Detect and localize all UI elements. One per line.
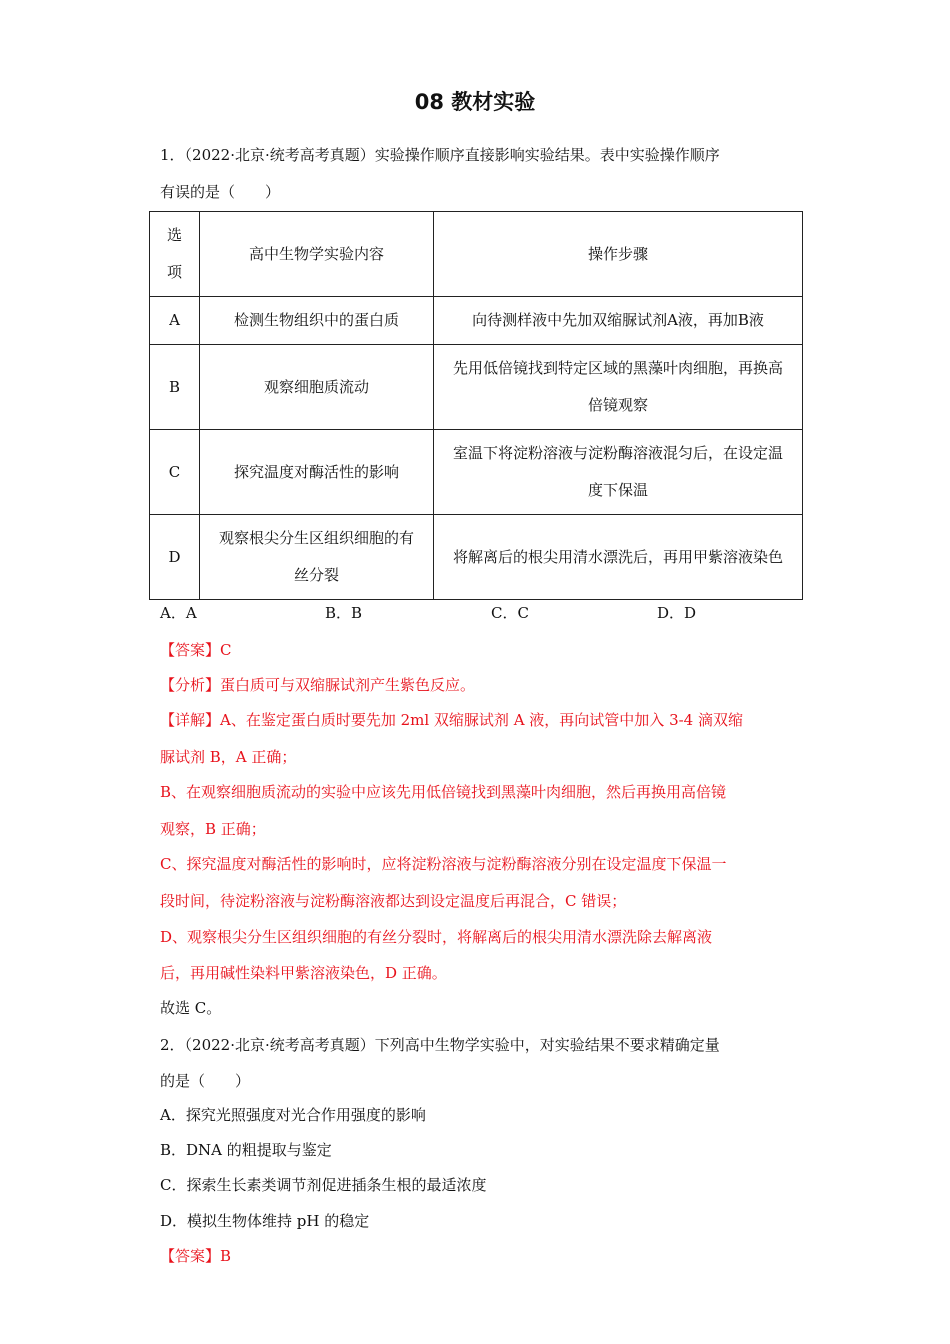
row-steps: 先用低倍镜找到特定区域的黑藻叶肉细胞，再换高倍镜观察 bbox=[434, 345, 803, 430]
row-content: 探究温度对酶活性的影响 bbox=[200, 430, 434, 515]
q2-option-a: A．探究光照强度对光合作用强度的影响 bbox=[160, 1106, 426, 1124]
header-option-line: 选 bbox=[166, 226, 182, 244]
q1-detail-line: 【详解】A、在鉴定蛋白质时要先加 2ml 双缩脲试剂 A 液，再向试管中加入 3-4 滴双缩 bbox=[160, 711, 743, 729]
row-steps: 向待测样液中先加双缩脲试剂A液，再加B液 bbox=[434, 297, 803, 345]
row-steps: 室温下将淀粉溶液与淀粉酶溶液混匀后，在设定温度下保温 bbox=[434, 430, 803, 515]
page-title: 08 教材实验 bbox=[414, 90, 536, 114]
q1-detail-line: C、探究温度对酶活性的影响时，应将淀粉溶液与淀粉酶溶液分别在设定温度下保温一 bbox=[160, 855, 727, 873]
row-option: C bbox=[150, 430, 200, 515]
table-row bbox=[150, 345, 803, 430]
q2-option-b: B．DNA 的粗提取与鉴定 bbox=[160, 1141, 332, 1159]
q2-stem-line2: 的是（ ） bbox=[160, 1072, 251, 1090]
row-option: D bbox=[150, 515, 200, 600]
header-option bbox=[150, 212, 200, 297]
q2-answer: 【答案】B bbox=[160, 1247, 232, 1265]
q1-detail-line: 观察，B 正确； bbox=[160, 820, 266, 838]
choice-a: A．A bbox=[160, 604, 197, 622]
q1-analysis: 【分析】蛋白质可与双缩脲试剂产生紫色反应。 bbox=[160, 676, 476, 694]
q1-detail-line: B、在观察细胞质流动的实验中应该先用低倍镜找到黑藻叶肉细胞，然后再换用高倍镜 bbox=[160, 783, 727, 801]
q1-detail-line: 脲试剂 B，A 正确； bbox=[160, 748, 297, 766]
choice-c: C．C bbox=[491, 604, 529, 622]
header-steps: 操作步骤 bbox=[434, 212, 803, 297]
q1-detail-line: 后，再用碱性染料甲紫溶液染色，D 正确。 bbox=[160, 964, 447, 982]
table-row bbox=[150, 430, 803, 515]
row-content: 观察根尖分生区组织细胞的有丝分裂 bbox=[200, 515, 434, 600]
row-content: 观察细胞质流动 bbox=[200, 345, 434, 430]
table-row bbox=[150, 297, 803, 345]
q1-stem-line2: 有误的是（ ） bbox=[160, 183, 281, 201]
q2-option-d: D．模拟生物体维持 pH 的稳定 bbox=[160, 1212, 370, 1230]
table-row bbox=[150, 515, 803, 600]
row-option: B bbox=[150, 345, 200, 430]
row-option: A bbox=[150, 297, 200, 345]
choice-b: B．B bbox=[325, 604, 363, 622]
q1-choices bbox=[160, 602, 800, 624]
row-steps: 将解离后的根尖用清水漂洗后，再用甲紫溶液染色 bbox=[434, 515, 803, 600]
q1-stem-line1: 1．（2022·北京·统考高考真题）实验操作顺序直接影响实验结果。表中实验操作顺序 bbox=[160, 146, 720, 164]
q1-answer: 【答案】C bbox=[160, 641, 232, 659]
q1-detail-line: D、观察根尖分生区组织细胞的有丝分裂时，将解离后的根尖用清水漂洗除去解离液 bbox=[160, 928, 713, 946]
header-content: 高中生物学实验内容 bbox=[200, 212, 434, 297]
q2-option-c: C．探索生长素类调节剂促进插条生根的最适浓度 bbox=[160, 1176, 487, 1194]
q1-table bbox=[149, 211, 803, 600]
header-option-line: 项 bbox=[166, 263, 182, 281]
table-header-row bbox=[150, 212, 803, 297]
q1-conclusion: 故选 C。 bbox=[160, 999, 222, 1017]
row-content: 检测生物组织中的蛋白质 bbox=[200, 297, 434, 345]
q2-stem-line1: 2．（2022·北京·统考高考真题）下列高中生物学实验中，对实验结果不要求精确定量 bbox=[160, 1036, 720, 1054]
q1-detail-line: 段时间，待淀粉溶液与淀粉酶溶液都达到设定温度后再混合，C 错误； bbox=[160, 892, 627, 910]
choice-d: D．D bbox=[657, 604, 697, 622]
